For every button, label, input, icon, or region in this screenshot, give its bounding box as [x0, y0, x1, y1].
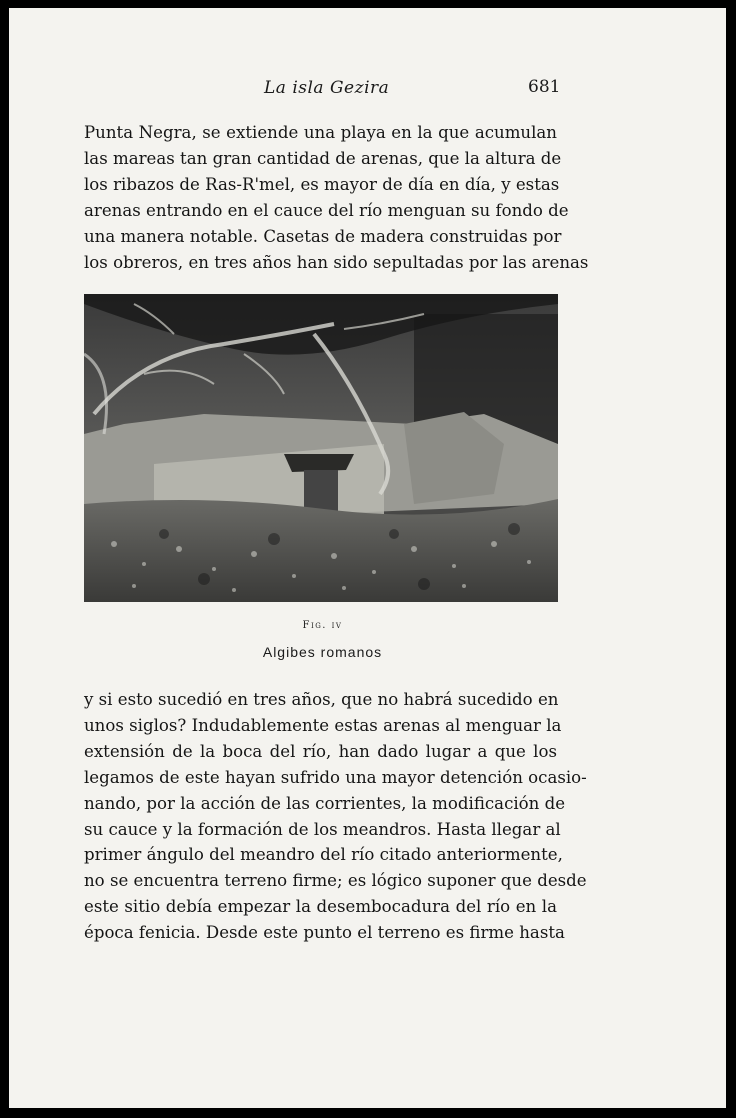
text-line: una manera notable. Casetas de madera construidas por: [84, 226, 562, 246]
paragraph-bottom: [84, 687, 587, 946]
paragraph-top: [84, 120, 589, 275]
text-line: y si esto sucedió en tres años, que no habrá sucedido en: [84, 690, 559, 709]
book-page: [9, 8, 726, 1108]
figure-label: Fig. iv: [302, 620, 343, 631]
text-line: los obreros, en tres años han sido sepultadas por las arenas: [84, 252, 589, 272]
page-header: [9, 76, 726, 100]
text-line: extensión de la boca del río, han dado lugar a que los: [84, 741, 557, 761]
figure-photo-roman-cisterns: [84, 294, 558, 602]
text-line: unos siglos? Indudablemente estas arenas al menguar la: [84, 715, 562, 735]
text-line: los ribazos de Ras-R'mel, es mayor de día en día, y estas: [84, 174, 560, 194]
text-line: su cauce y la formación de los meandros. Hasta llegar al: [84, 819, 561, 839]
running-title: La isla Gezira: [264, 78, 390, 98]
figure-caption: Algibes romanos: [262, 644, 383, 660]
text-line: no se encuentra terreno firme; es lógico suponer que desde: [84, 871, 587, 891]
page-number: 681: [528, 77, 561, 97]
text-line: nando, por la acción de las corrientes, la modificación de: [84, 793, 566, 813]
text-line: este sitio debía empezar la desembocadura del río en la: [84, 897, 557, 917]
text-line: arenas entrando en el cauce del río menguan su fondo de: [84, 200, 569, 220]
text-line: las mareas tan gran cantidad de arenas, que la altura de: [84, 148, 562, 168]
text-line: legamos de este hayan sufrido una mayor detención ocasio-: [84, 767, 587, 787]
text-line: época fenicia. Desde este punto el terreno es firme hasta: [84, 923, 565, 943]
text-line: primer ángulo del meandro del río citado anteriormente,: [84, 845, 563, 865]
text-line: Punta Negra, se extiende una playa en la que acumulan: [84, 123, 557, 142]
